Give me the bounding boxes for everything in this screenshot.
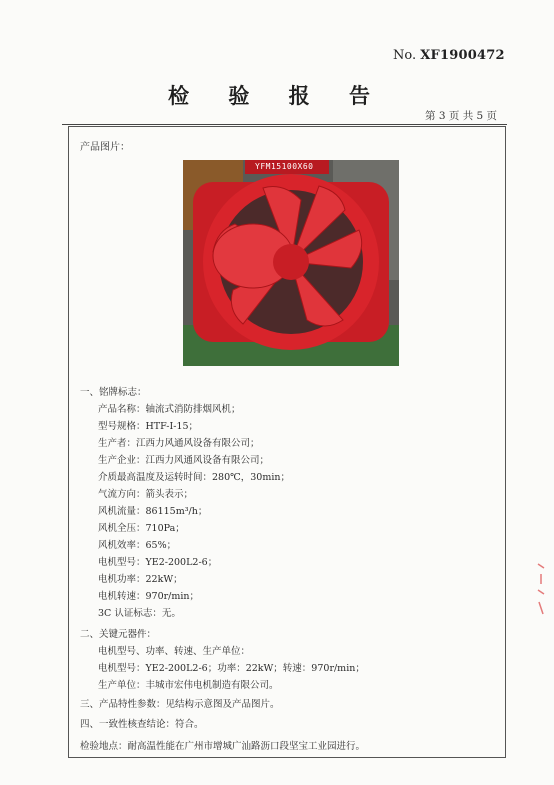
nameplate-line: 电机型号：YE2-200L2-6； — [98, 557, 218, 568]
components-line: 生产单位：丰城市宏伟电机制造有限公司。 — [98, 680, 279, 691]
components-line: 电机型号：YE2-200L2-6；功率：22kW；转速：970r/min； — [98, 663, 365, 674]
nameplate-line: 风机效率：65%； — [98, 540, 177, 551]
page-indicator: 第 3 页 共 5 页 — [425, 110, 498, 122]
report-number — [393, 48, 505, 63]
nameplate-line: 产品名称：轴流式消防排烟风机； — [98, 404, 241, 415]
nameplate-line: 3C 认证标志：无。 — [98, 608, 181, 619]
nameplate-heading: 一、铭牌标志： — [80, 387, 147, 398]
nameplate-line: 生产企业：江西力风通风设备有限公司； — [98, 455, 270, 466]
header-divider — [62, 124, 507, 125]
section-three: 三、产品特性参数：见结构示意图及产品图片。 — [80, 699, 280, 710]
nameplate-line: 电机转速：970r/min； — [98, 591, 200, 602]
components-line: 电机型号、功率、转速、生产单位： — [98, 646, 251, 657]
nameplate-line: 风机流量：86115m³/h； — [98, 506, 208, 517]
nameplate-line: 气流方向：箭头表示； — [98, 489, 194, 500]
nameplate-line: 型号规格：HTF-I-15； — [98, 421, 199, 432]
seal-stamp-fragment — [536, 562, 546, 622]
nameplate-line: 生产者：江西力风通风设备有限公司； — [98, 438, 260, 449]
report-number-prefix: No. — [393, 48, 417, 63]
photo-label: 产品图片： — [80, 142, 130, 153]
product-photo — [183, 160, 399, 366]
nameplate-line: 电机功率：22kW； — [98, 574, 183, 585]
section-four: 四、一致性核查结论：符合。 — [80, 719, 204, 730]
components-heading: 二、关键元器件： — [80, 629, 157, 640]
report-number-value: XF1900472 — [420, 48, 505, 63]
fan-illustration — [183, 160, 399, 366]
test-location: 检验地点：耐高温性能在广州市增城广汕路沥口段坚宝工业园进行。 — [80, 741, 366, 752]
photo-model-tag: YFM15100X60 — [255, 162, 314, 171]
nameplate-line: 介质最高温度及运转时间：280℃，30min； — [98, 472, 291, 483]
page-title: 检 验 报 告 — [168, 83, 386, 108]
nameplate-line: 风机全压：710Pa； — [98, 523, 185, 534]
